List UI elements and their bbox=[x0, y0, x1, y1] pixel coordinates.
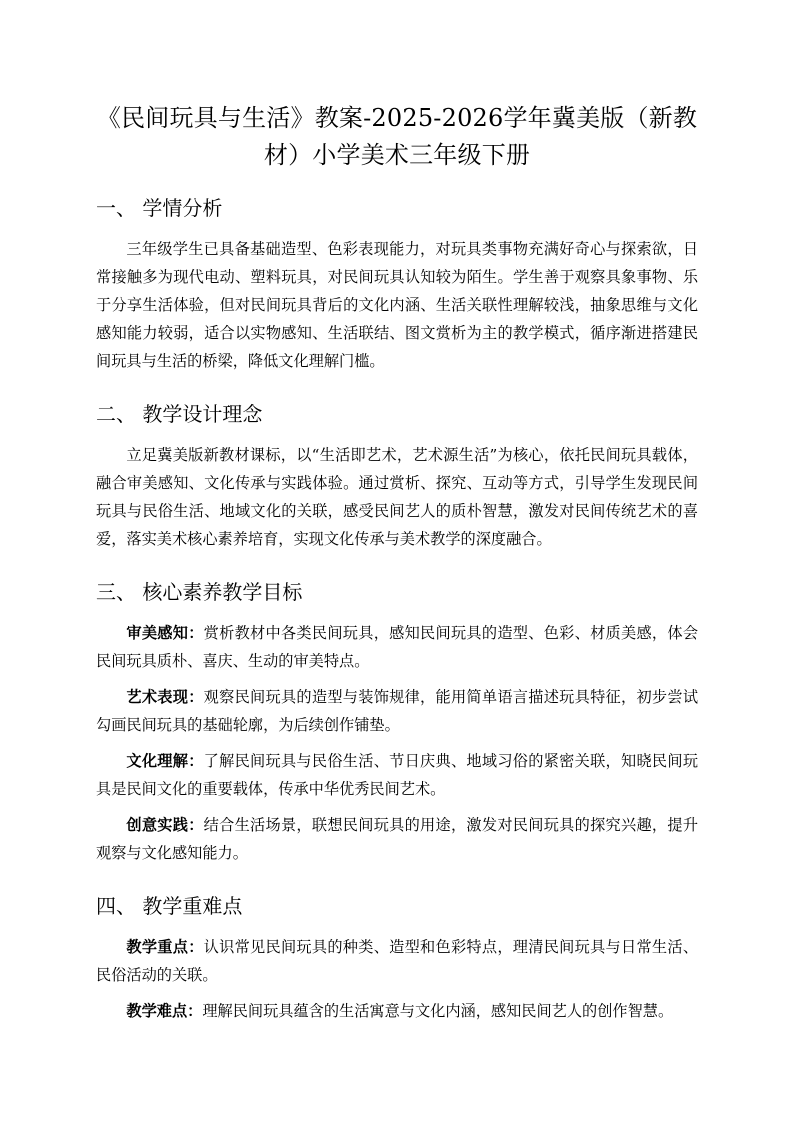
goal-text: 结合生活场景，联想民间玩具的用途，激发对民间玩具的探究兴趣，提升观察与文化感知能力。 bbox=[96, 816, 699, 862]
section-heading: 三、 核心素养教学目标 bbox=[96, 580, 303, 604]
goal-label: 文化理解： bbox=[126, 752, 204, 770]
goal-item bbox=[96, 997, 698, 1025]
paragraph: 三年级学生已具备基础造型、色彩表现能力，对玩具类事物充满好奇心与探索欲，日常接触多为现代电动、塑料玩具，对民间玩具认知较为陌生。学生善于观察具象事物、乐于分享生活体验，但对民间玩具背后的文化内涵、生活关联性理解较浅，抽象思维与文化感知能力较弱，适合以实物感知、生活联结、图文赏析为主的教学模式，循序渐进搭建民间玩具与生活的桥梁，降低文化理解门槛。 bbox=[96, 240, 698, 370]
section-core-goals bbox=[96, 577, 698, 867]
paragraph: 立足冀美版新教材课标，以“生活即艺术，艺术源生活”为核心，依托民间玩具载体，融合审美感知、文化传承与实践体验。通过赏析、探究、互动等方式，引导学生发现民间玩具与民俗生活、地域文化的关联，感受民间艺人的质朴智慧，激发对民间传统艺术的喜爱，落实美术核心素养培育，实现文化传承与美术教学的深度融合。 bbox=[96, 446, 698, 548]
goal-text: 理解民间玩具蕴含的生活寓意与文化内涵，感知民间艺人的创作智慧。 bbox=[202, 1002, 674, 1020]
document-page bbox=[96, 100, 698, 1049]
goal-label: 艺术表现： bbox=[126, 688, 204, 706]
goal-item bbox=[96, 747, 698, 803]
goal-item bbox=[96, 619, 698, 675]
goal-label: 审美感知： bbox=[126, 624, 204, 642]
goal-text: 观察民间玩具的造型与装饰规律，能用简单语言描述玩具特征，初步尝试勾画民间玩具的基础轮廓，为后续创作铺垫。 bbox=[96, 688, 699, 734]
goal-text: 了解民间玩具与民俗生活、节日庆典、地域习俗的紧密关联，知晓民间玩具是民间文化的重要载体，传承中华优秀民间艺术。 bbox=[96, 752, 699, 798]
section-learning-analysis bbox=[96, 193, 698, 375]
section-heading: 四、 教学重难点 bbox=[96, 894, 243, 918]
section-heading: 一、 学情分析 bbox=[96, 196, 223, 220]
section-key-difficulties bbox=[96, 891, 698, 1025]
document-title: 《民间玩具与生活》教案-2025-2026学年冀美版（新教材）小学美术三年级下册 bbox=[96, 104, 698, 169]
goal-text: 赏析教材中各类民间玩具，感知民间玩具的造型、色彩、材质美感，体会民间玩具质朴、喜庆、生动的审美特点。 bbox=[96, 624, 699, 670]
goal-item bbox=[96, 933, 698, 989]
goal-text: 认识常见民间玩具的种类、造型和色彩特点，理清民间玩具与日常生活、民俗活动的关联。 bbox=[96, 938, 699, 984]
goal-item bbox=[96, 811, 698, 867]
goal-label: 教学重点： bbox=[126, 938, 204, 956]
goal-item bbox=[96, 683, 698, 739]
goal-label: 创意实践： bbox=[126, 816, 204, 834]
section-heading: 二、 教学设计理念 bbox=[96, 402, 263, 426]
section-design-concept bbox=[96, 399, 698, 553]
goal-label: 教学难点： bbox=[126, 1002, 203, 1020]
